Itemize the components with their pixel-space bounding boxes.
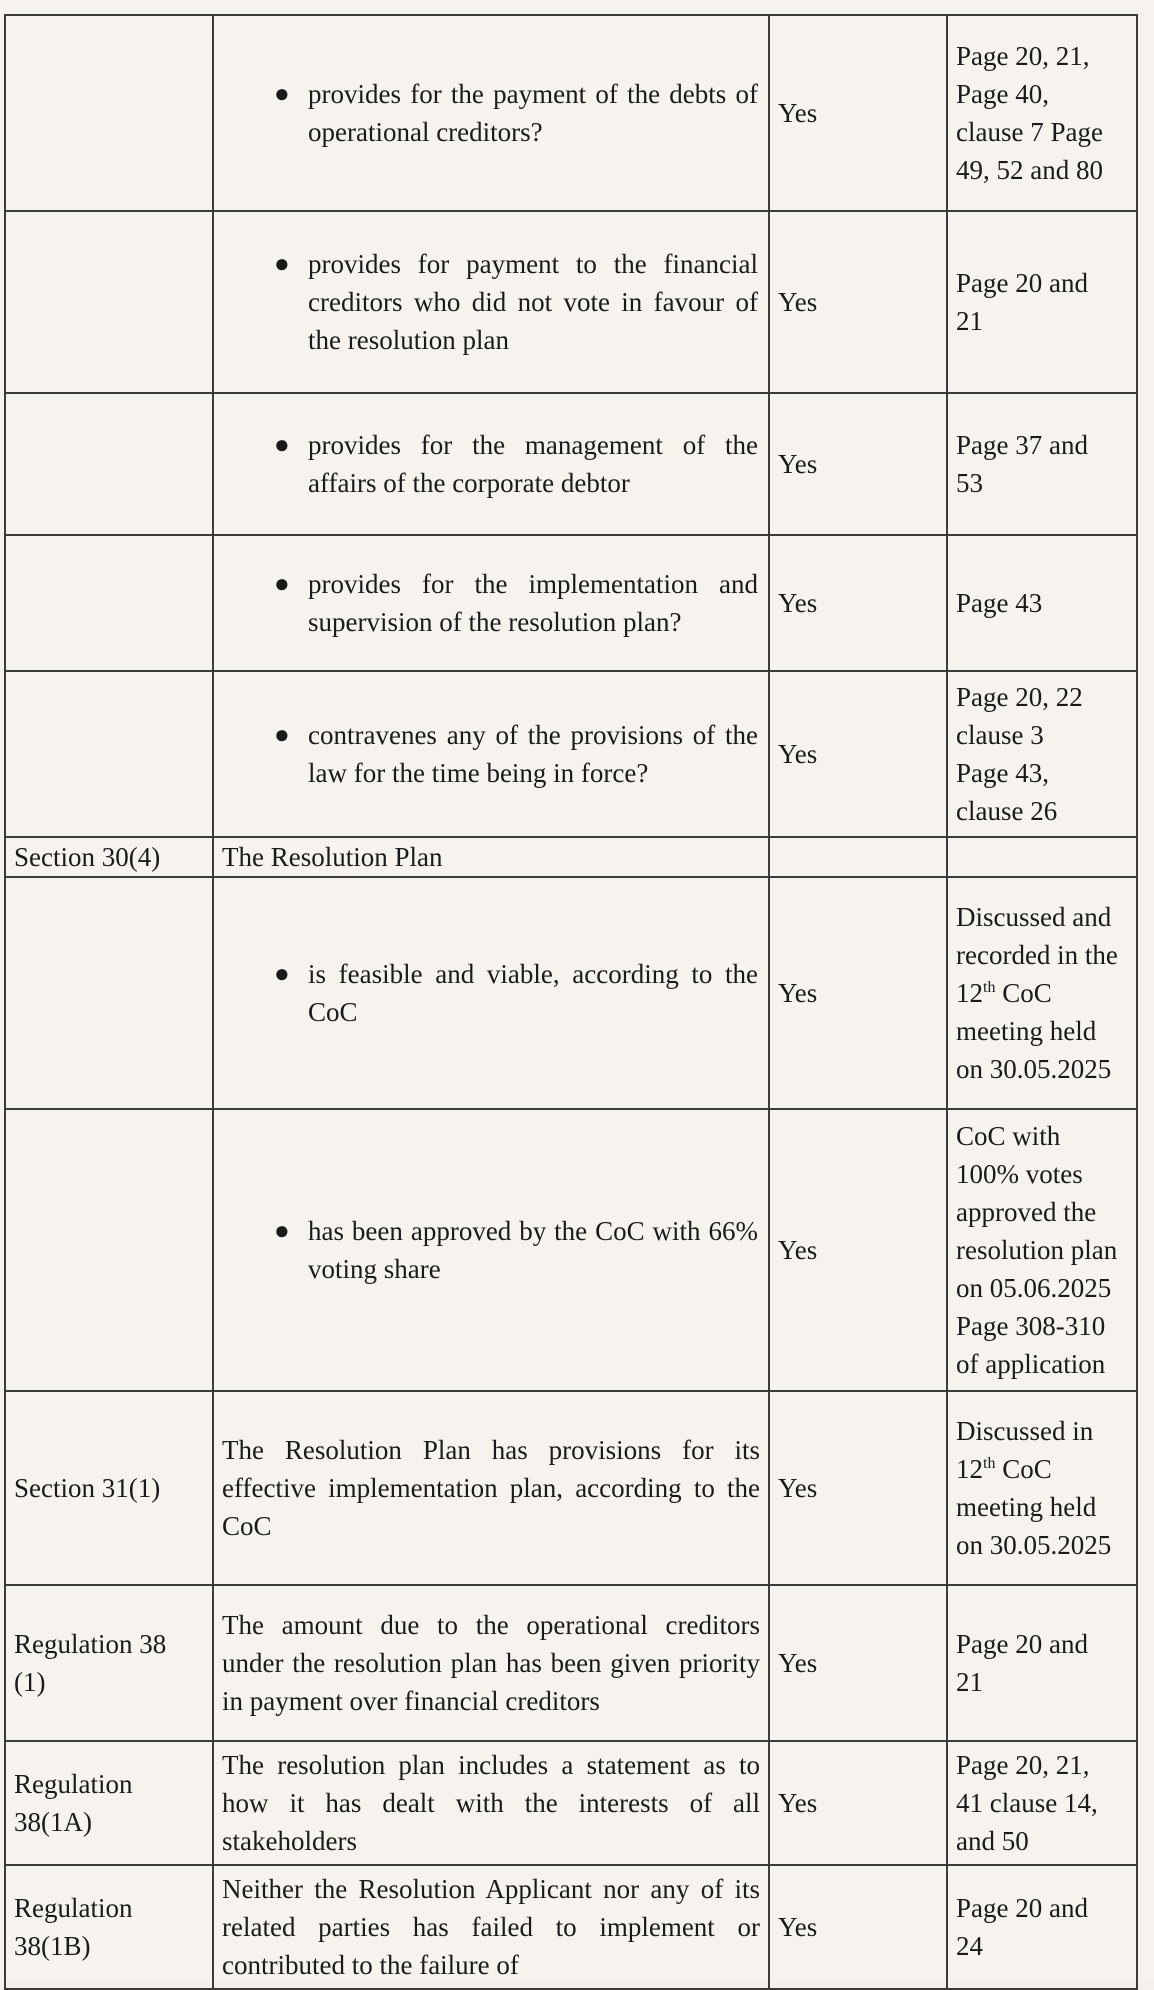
- criterion-cell: Neither the Resolution Applicant nor any of its related parties has failed to implement or contributed to the failure of: [213, 1865, 769, 1989]
- reference-line: meeting held: [956, 1016, 1097, 1046]
- criterion-text: provides for payment to the financial creditors who did not vote in favour of the resolution plan: [308, 249, 758, 355]
- response-cell: Yes: [769, 1865, 947, 1989]
- section-cell: [5, 877, 213, 1109]
- criterion-cell: [213, 211, 769, 393]
- section-cell: [5, 671, 213, 837]
- response-cell: Yes: [769, 1585, 947, 1741]
- criterion-text: provides for the payment of the debts of operational creditors?: [308, 79, 758, 147]
- criterion-cell: [213, 15, 769, 211]
- reference-line: 53: [956, 468, 983, 498]
- reference-line: recorded in the: [956, 940, 1118, 970]
- response-cell: Yes: [769, 877, 947, 1109]
- reference-line: Page 20, 22: [956, 682, 1083, 712]
- reference-line: of application: [956, 1349, 1106, 1379]
- reference-cell: [947, 1109, 1137, 1391]
- response-cell: Yes: [769, 1391, 947, 1585]
- reference-line: 12th CoC: [956, 978, 1052, 1008]
- reference-cell: [947, 211, 1137, 393]
- table-row: [5, 211, 1137, 393]
- table-row: [5, 535, 1137, 671]
- reference-line: CoC with: [956, 1121, 1061, 1151]
- bullet-icon: ●: [274, 720, 290, 749]
- table-row: [5, 1865, 1137, 1989]
- reference-cell: [947, 837, 1137, 877]
- reference-line: Page 20, 21,: [956, 1750, 1090, 1780]
- response-cell: Yes: [769, 15, 947, 211]
- criterion-text: provides for the implementation and supervision of the resolution plan?: [308, 569, 758, 637]
- reference-line: Page 37 and: [956, 430, 1088, 460]
- reference-cell: [947, 1741, 1137, 1865]
- criterion-text: provides for the management of the affairs of the corporate debtor: [308, 430, 758, 498]
- bullet-icon: ●: [274, 959, 290, 988]
- criterion-text: is feasible and viable, according to the CoC: [308, 959, 758, 1027]
- response-cell: Yes: [769, 393, 947, 535]
- section-cell: [5, 1109, 213, 1391]
- bullet-icon: ●: [274, 1216, 290, 1245]
- section-cell: Section 31(1): [5, 1391, 213, 1585]
- table-row: [5, 393, 1137, 535]
- reference-line: Page 43,: [956, 758, 1049, 788]
- reference-line: 12th CoC: [956, 1454, 1052, 1484]
- reference-cell: [947, 15, 1137, 211]
- compliance-table: [4, 14, 1138, 1990]
- bullet-icon: ●: [274, 79, 290, 108]
- criterion-cell: The Resolution Plan: [213, 837, 769, 877]
- reference-cell: [947, 1865, 1137, 1989]
- reference-line: on 30.05.2025: [956, 1054, 1112, 1084]
- response-cell: Yes: [769, 211, 947, 393]
- criterion-cell: [213, 535, 769, 671]
- response-cell: Yes: [769, 671, 947, 837]
- reference-line: Page 40,: [956, 79, 1049, 109]
- section-cell: Section 30(4): [5, 837, 213, 877]
- reference-line: clause 26: [956, 796, 1058, 826]
- reference-cell: [947, 671, 1137, 837]
- reference-cell: [947, 1391, 1137, 1585]
- criterion-text: contravenes any of the provisions of the law for the time being in force?: [308, 720, 758, 788]
- reference-line: Page 20, 21,: [956, 41, 1090, 71]
- reference-line: Page 20 and: [956, 1893, 1088, 1923]
- bullet-icon: ●: [274, 569, 290, 598]
- section-cell: Regulation 38 (1): [5, 1585, 213, 1741]
- table-row: [5, 1585, 1137, 1741]
- reference-line: and 50: [956, 1826, 1029, 1856]
- reference-line: meeting held: [956, 1492, 1097, 1522]
- table-row: [5, 1109, 1137, 1391]
- reference-line: Page 20 and: [956, 1629, 1088, 1659]
- section-cell: Regulation 38(1A): [5, 1741, 213, 1865]
- reference-cell: [947, 1585, 1137, 1741]
- reference-cell: [947, 877, 1137, 1109]
- reference-line: on 05.06.2025: [956, 1273, 1112, 1303]
- section-cell: [5, 15, 213, 211]
- reference-line: approved the: [956, 1197, 1097, 1227]
- reference-line: 21: [956, 1667, 983, 1697]
- criterion-cell: The Resolution Plan has provisions for its effective implementation plan, according to the CoC: [213, 1391, 769, 1585]
- reference-line: Page 43: [956, 588, 1043, 618]
- reference-line: Discussed and: [956, 902, 1112, 932]
- reference-line: clause 3: [956, 720, 1044, 750]
- reference-line: 21: [956, 306, 983, 336]
- reference-cell: [947, 393, 1137, 535]
- section-cell: [5, 211, 213, 393]
- reference-line: 41 clause 14,: [956, 1788, 1098, 1818]
- criterion-cell: [213, 1109, 769, 1391]
- response-cell: Yes: [769, 1741, 947, 1865]
- section-cell: [5, 393, 213, 535]
- reference-line: Discussed in: [956, 1416, 1094, 1446]
- table-row: [5, 671, 1137, 837]
- bullet-icon: ●: [274, 430, 290, 459]
- bullet-icon: ●: [274, 249, 290, 278]
- section-cell: [5, 535, 213, 671]
- criterion-cell: [213, 671, 769, 837]
- reference-line: 49, 52 and 80: [956, 155, 1103, 185]
- reference-line: 24: [956, 1931, 983, 1961]
- reference-line: 100% votes: [956, 1159, 1083, 1189]
- criterion-cell: [213, 877, 769, 1109]
- table-row: [5, 837, 1137, 877]
- criterion-cell: [213, 393, 769, 535]
- response-cell: [769, 837, 947, 877]
- reference-cell: [947, 535, 1137, 671]
- reference-line: on 30.05.2025: [956, 1530, 1112, 1560]
- response-cell: Yes: [769, 1109, 947, 1391]
- criterion-text: has been approved by the CoC with 66% voting share: [308, 1216, 758, 1284]
- section-cell: Regulation 38(1B): [5, 1865, 213, 1989]
- reference-line: Page 308-310: [956, 1311, 1106, 1341]
- reference-line: resolution plan: [956, 1235, 1118, 1265]
- table-row: [5, 15, 1137, 211]
- criterion-cell: The resolution plan includes a statement as to how it has dealt with the interests of all stakeholders: [213, 1741, 769, 1865]
- criterion-cell: The amount due to the operational creditors under the resolution plan has been given priority in payment over financial creditors: [213, 1585, 769, 1741]
- reference-line: clause 7 Page: [956, 117, 1103, 147]
- table-row: [5, 1391, 1137, 1585]
- reference-line: Page 20 and: [956, 268, 1088, 298]
- table-row: [5, 877, 1137, 1109]
- table-row: [5, 1741, 1137, 1865]
- response-cell: Yes: [769, 535, 947, 671]
